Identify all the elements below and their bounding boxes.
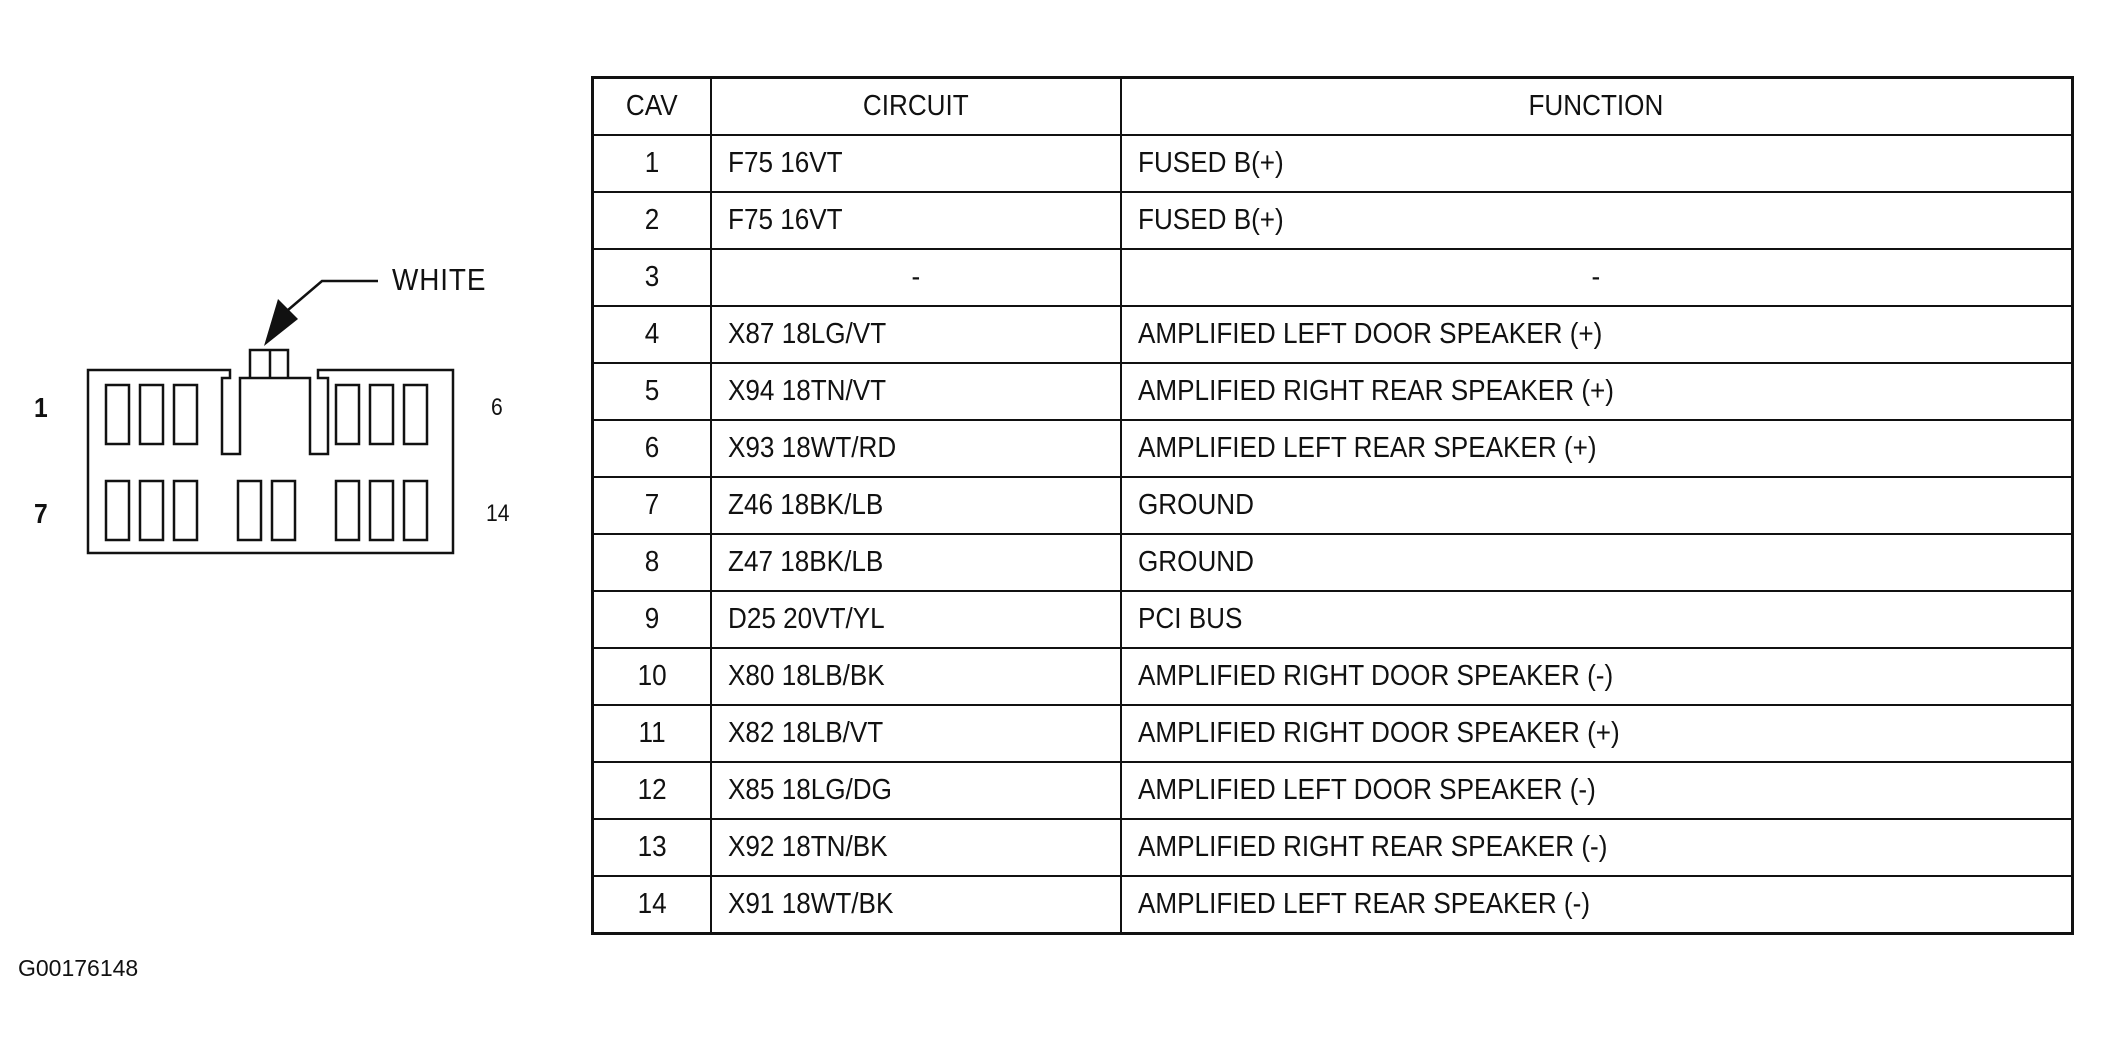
- cav-cell: 13: [593, 819, 711, 876]
- circuit-cell: Z47 18BK/LB: [711, 534, 1121, 591]
- cav-cell: 11: [593, 705, 711, 762]
- cavity-4: [336, 385, 359, 444]
- function-cell: AMPLIFIED RIGHT DOOR SPEAKER (-): [1121, 648, 2073, 705]
- table-row: [593, 306, 2073, 363]
- circuit-cell: -: [711, 249, 1121, 306]
- cav-cell: 4: [593, 306, 711, 363]
- table-row: [593, 534, 2073, 591]
- cav-cell: 10: [593, 648, 711, 705]
- cavity-8: [140, 481, 163, 540]
- connector-face-drawing: [0, 0, 560, 600]
- cavity-9: [174, 481, 197, 540]
- header-cav: CAV: [593, 78, 711, 136]
- header-function: FUNCTION: [1121, 78, 2073, 136]
- header-row: [593, 78, 2073, 136]
- circuit-cell: X87 18LG/VT: [711, 306, 1121, 363]
- cavity-14: [404, 481, 427, 540]
- cavity-5: [370, 385, 393, 444]
- circuit-cell: X82 18LB/VT: [711, 705, 1121, 762]
- cav-cell: 14: [593, 876, 711, 934]
- function-cell: AMPLIFIED RIGHT REAR SPEAKER (-): [1121, 819, 2073, 876]
- cavity-7: [106, 481, 129, 540]
- circuit-cell: X80 18LB/BK: [711, 648, 1121, 705]
- cav-cell: 7: [593, 477, 711, 534]
- table-row: [593, 363, 2073, 420]
- function-cell: AMPLIFIED LEFT DOOR SPEAKER (-): [1121, 762, 2073, 819]
- circuit-cell: X93 18WT/RD: [711, 420, 1121, 477]
- function-cell: AMPLIFIED RIGHT DOOR SPEAKER (+): [1121, 705, 2073, 762]
- circuit-cell: D25 20VT/YL: [711, 591, 1121, 648]
- function-cell: FUSED B(+): [1121, 135, 2073, 192]
- function-cell: AMPLIFIED LEFT REAR SPEAKER (-): [1121, 876, 2073, 934]
- function-cell: -: [1121, 249, 2073, 306]
- pin-label-14: 14: [486, 500, 510, 527]
- table-row: [593, 762, 2073, 819]
- pin-label-1: 1: [34, 392, 48, 423]
- circuit-cell: X94 18TN/VT: [711, 363, 1121, 420]
- cav-cell: 8: [593, 534, 711, 591]
- connector-housing: [88, 370, 453, 553]
- cavity-12: [336, 481, 359, 540]
- cav-cell: 3: [593, 249, 711, 306]
- circuit-cell: X92 18TN/BK: [711, 819, 1121, 876]
- table-row: [593, 420, 2073, 477]
- function-cell: AMPLIFIED RIGHT REAR SPEAKER (+): [1121, 363, 2073, 420]
- cavity-11: [272, 481, 295, 540]
- cavity-10: [238, 481, 261, 540]
- table-row: [593, 192, 2073, 249]
- circuit-cell: X91 18WT/BK: [711, 876, 1121, 934]
- cav-cell: 12: [593, 762, 711, 819]
- connector-diagram: [0, 0, 560, 600]
- cavity-3: [174, 385, 197, 444]
- cav-cell: 2: [593, 192, 711, 249]
- figure-id: G00176148: [18, 955, 139, 981]
- header-circuit: CIRCUIT: [711, 78, 1121, 136]
- table-row: [593, 876, 2073, 934]
- function-cell: FUSED B(+): [1121, 192, 2073, 249]
- circuit-cell: X85 18LG/DG: [711, 762, 1121, 819]
- table-row: [593, 648, 2073, 705]
- table-row: [593, 135, 2073, 192]
- cavity-1: [106, 385, 129, 444]
- connector-color-label: WHITE: [392, 262, 487, 297]
- table-row: [593, 705, 2073, 762]
- function-cell: AMPLIFIED LEFT DOOR SPEAKER (+): [1121, 306, 2073, 363]
- cavity-6: [404, 385, 427, 444]
- table-row: [593, 819, 2073, 876]
- function-cell: GROUND: [1121, 477, 2073, 534]
- pin-label-6: 6: [491, 394, 503, 421]
- pin-label-7: 7: [34, 498, 48, 529]
- function-cell: GROUND: [1121, 534, 2073, 591]
- cavity-2: [140, 385, 163, 444]
- table-row: [593, 477, 2073, 534]
- cav-cell: 5: [593, 363, 711, 420]
- circuit-cell: F75 16VT: [711, 135, 1121, 192]
- circuit-cell: F75 16VT: [711, 192, 1121, 249]
- function-cell: PCI BUS: [1121, 591, 2073, 648]
- cav-cell: 1: [593, 135, 711, 192]
- pointer-leader-line: [288, 281, 378, 310]
- table-row: [593, 591, 2073, 648]
- cav-cell: 6: [593, 420, 711, 477]
- cav-cell: 9: [593, 591, 711, 648]
- circuit-cell: Z46 18BK/LB: [711, 477, 1121, 534]
- pinout-table: [591, 76, 2074, 935]
- table-row: [593, 249, 2073, 306]
- function-cell: AMPLIFIED LEFT REAR SPEAKER (+): [1121, 420, 2073, 477]
- cavity-13: [370, 481, 393, 540]
